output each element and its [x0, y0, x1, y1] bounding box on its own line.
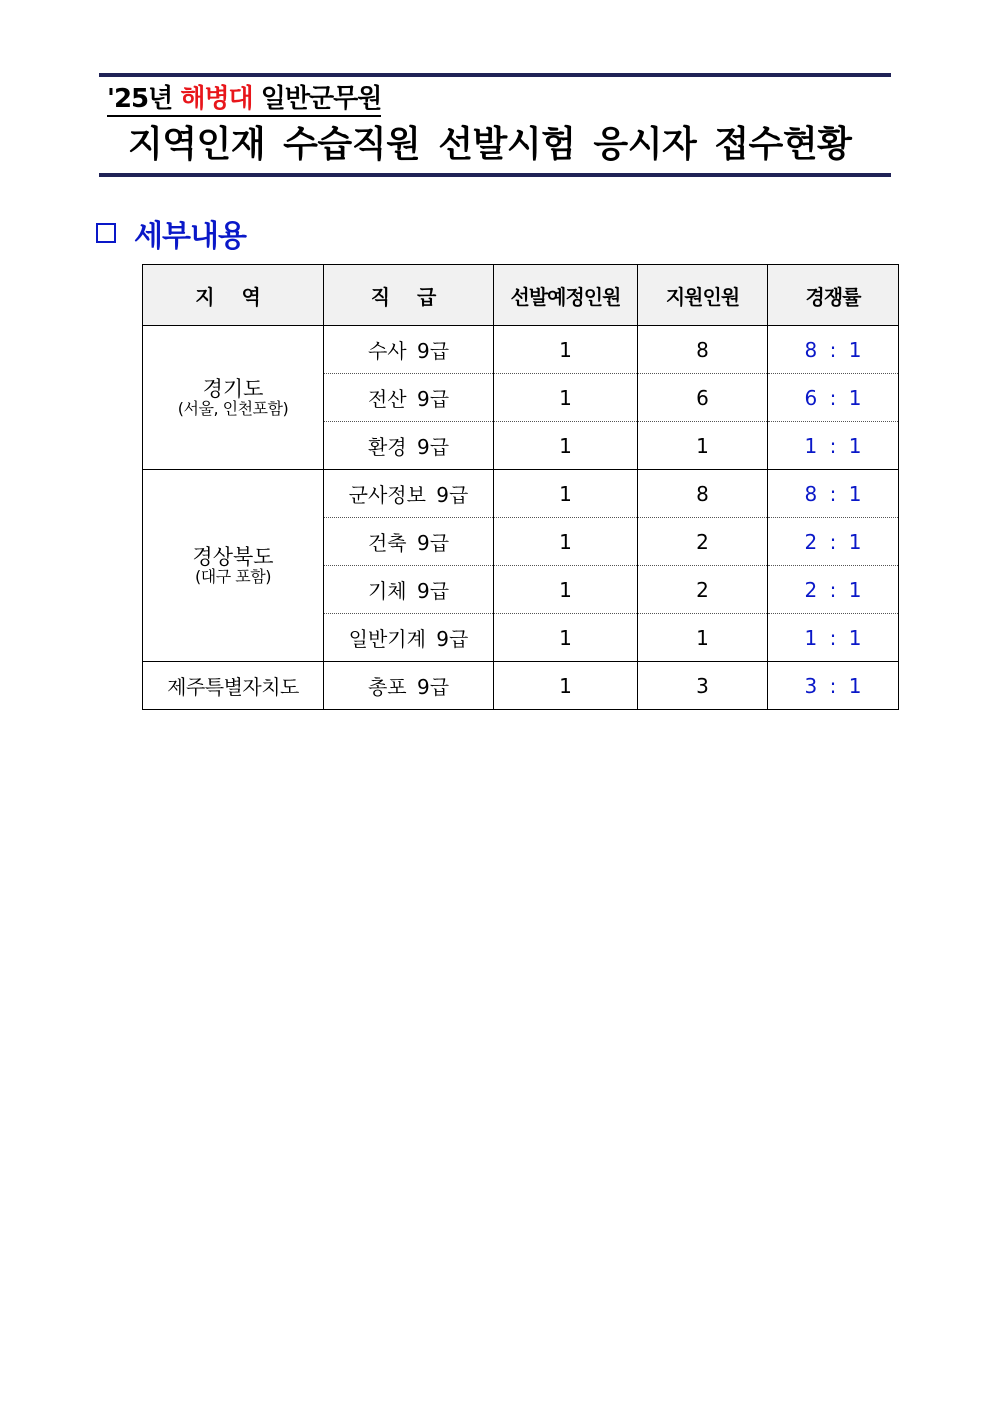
- header-bottom-rule: [99, 173, 891, 177]
- region-cell: [143, 662, 324, 710]
- region-note: (서울, 인천포함): [177, 398, 289, 418]
- square-outline-icon: [96, 223, 116, 243]
- region-name: 제주특별자치도: [167, 675, 299, 699]
- ratio-cell: 6 : 1: [768, 374, 899, 422]
- page-title: 지역인재 수습직원 선발시험 응시자 접수현황: [128, 124, 852, 165]
- applicants-cell: 1: [638, 422, 768, 470]
- ratio-cell: 1 : 1: [768, 422, 899, 470]
- ratio-cell: 3 : 1: [768, 662, 899, 710]
- header-applicants: 지원인원: [638, 265, 768, 326]
- planned-cell: 1: [494, 566, 638, 614]
- applicants-cell: 6: [638, 374, 768, 422]
- section-title: 세부내용: [134, 219, 246, 254]
- title-org-suffix: 일반군무원: [260, 84, 382, 114]
- ratio-cell: 2 : 1: [768, 518, 899, 566]
- ratio-cell: 1 : 1: [768, 614, 899, 662]
- applicants-cell: 3: [638, 662, 768, 710]
- grade-cell: 전산 9급: [324, 374, 494, 422]
- planned-cell: 1: [494, 662, 638, 710]
- region-name: 경기도: [202, 376, 264, 401]
- header-top-rule: [99, 73, 891, 77]
- grade-cell: 환경 9급: [324, 422, 494, 470]
- grade-cell: 군사정보 9급: [324, 470, 494, 518]
- header-region: 지 역: [143, 265, 324, 326]
- table-row: [143, 662, 899, 710]
- region-cell: [143, 326, 324, 470]
- planned-cell: 1: [494, 614, 638, 662]
- grade-cell: 총포 9급: [324, 662, 494, 710]
- planned-cell: 1: [494, 422, 638, 470]
- grade-cell: 일반기계 9급: [324, 614, 494, 662]
- header-planned: 선발예정인원: [494, 265, 638, 326]
- title-line-1: [107, 84, 381, 117]
- table-row: [143, 470, 899, 518]
- applicants-cell: 1: [638, 614, 768, 662]
- grade-cell: 수사 9급: [324, 326, 494, 374]
- section-heading: [96, 211, 246, 255]
- ratio-cell: 8 : 1: [768, 326, 899, 374]
- planned-cell: 1: [494, 374, 638, 422]
- applicants-cell: 8: [638, 326, 768, 374]
- applicants-cell: 8: [638, 470, 768, 518]
- title-org-highlight: 해병대: [180, 84, 253, 114]
- planned-cell: 1: [494, 326, 638, 374]
- region-cell: [143, 470, 324, 662]
- planned-cell: 1: [494, 518, 638, 566]
- region-note: (대구 포함): [195, 566, 271, 586]
- applicant-status-table: [142, 264, 899, 710]
- table-row: [143, 326, 899, 374]
- applicants-cell: 2: [638, 518, 768, 566]
- grade-cell: 기체 9급: [324, 566, 494, 614]
- region-name: 경상북도: [192, 544, 274, 569]
- ratio-cell: 2 : 1: [768, 566, 899, 614]
- planned-cell: 1: [494, 470, 638, 518]
- header-grade: 직 급: [324, 265, 494, 326]
- applicants-cell: 2: [638, 566, 768, 614]
- ratio-cell: 8 : 1: [768, 470, 899, 518]
- header-ratio: 경쟁률: [768, 265, 899, 326]
- title-year: '25년: [107, 84, 173, 114]
- grade-cell: 건축 9급: [324, 518, 494, 566]
- table-header-row: [143, 265, 899, 326]
